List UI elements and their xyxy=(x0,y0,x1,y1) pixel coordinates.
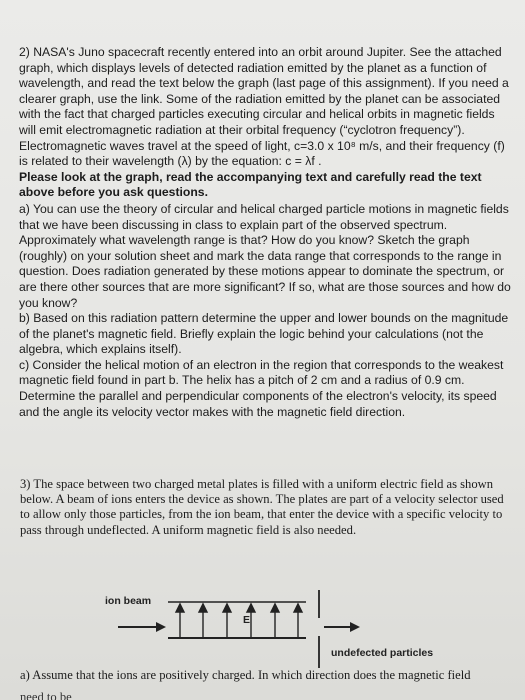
question-2-part-a: a) You can use the theory of circular and helical charged particle motions in magnetic fields that we have been discussing in class to explain part of the observed spectrum. Approximately what wavelength range is that? How do you know? Sketch the graph (roughly) on your solution sheet and mark the data range that corresponds to the range in question. Does radiation generated by these motions appear to dominate the spectrum, or are there other sources that are more significant? If so, what are those sources and how do you know? xyxy=(19,201,511,310)
undeflected-particles-label: undefected particles xyxy=(331,647,434,659)
incoming-beam-arrow xyxy=(118,622,166,632)
ion-beam-label: ion beam xyxy=(105,595,152,607)
electric-field-label: E xyxy=(243,614,251,626)
question-2-instruction: Please look at the graph, read the accompanying text and carefully read the text above before you ask questions. xyxy=(19,169,482,200)
question-3-part-a: a) Assume that the ions are positively charged. In which direction does the magnetic field xyxy=(20,668,471,682)
question-2 xyxy=(19,45,513,420)
outgoing-beam-arrow xyxy=(324,622,360,632)
question-3 xyxy=(20,477,510,538)
question-2-intro: 2) NASA's Juno spacecraft recently entered into an orbit around Jupiter. See the attached graph, which displays levels of detected radiation emitted by the planet as a function of wavelength, and read the text below the graph (last page of this assignment). If you need a clearer graph, use the link. Some of the radiation emitted by the planet can be associated with the fact that charged particles executing circular and helical orbits in magnetic fields will emit electromagnetic radiation at their orbital frequency (“cyclotron frequency”). Electromagnetic waves travel at the speed of light, c=3.0 x 10⁸ m/s, and their frequency (f) is related to their wavelength (λ) by the equation: c = λf . xyxy=(19,45,509,169)
question-3-intro: 3) The space between two charged metal plates is filled with a uniform electric field as shown below. A beam of ions enters the device as shown. The plates are part of a velocity selector used to allow only those particles, from the ion beam, that enter the device with a specific velocity to pass through undeflected. A uniform magnetic field is also needed. xyxy=(20,477,504,537)
question-2-part-b: b) Based on this radiation pattern determine the upper and lower bounds on the magnitude of the planet's magnetic field. Briefly explain the logic behind your calculations (not the algebra, which explains itself). xyxy=(19,311,509,357)
velocity-selector-diagram xyxy=(0,580,525,680)
field-arrows xyxy=(176,604,302,638)
question-2-part-c: c) Consider the helical motion of an electron in the region that corresponds to the weakest magnetic field found in part b. The helix has a pitch of 2 cm and a radius of 0.9 cm. Determine the parallel and perpendicular components of the electron's velocity, its speed and the angle its velocity vector makes with the magnetic field direction. xyxy=(19,357,504,419)
velocity-selector-figure xyxy=(0,580,525,680)
question-3-part-a-continued: need to be xyxy=(20,690,72,700)
